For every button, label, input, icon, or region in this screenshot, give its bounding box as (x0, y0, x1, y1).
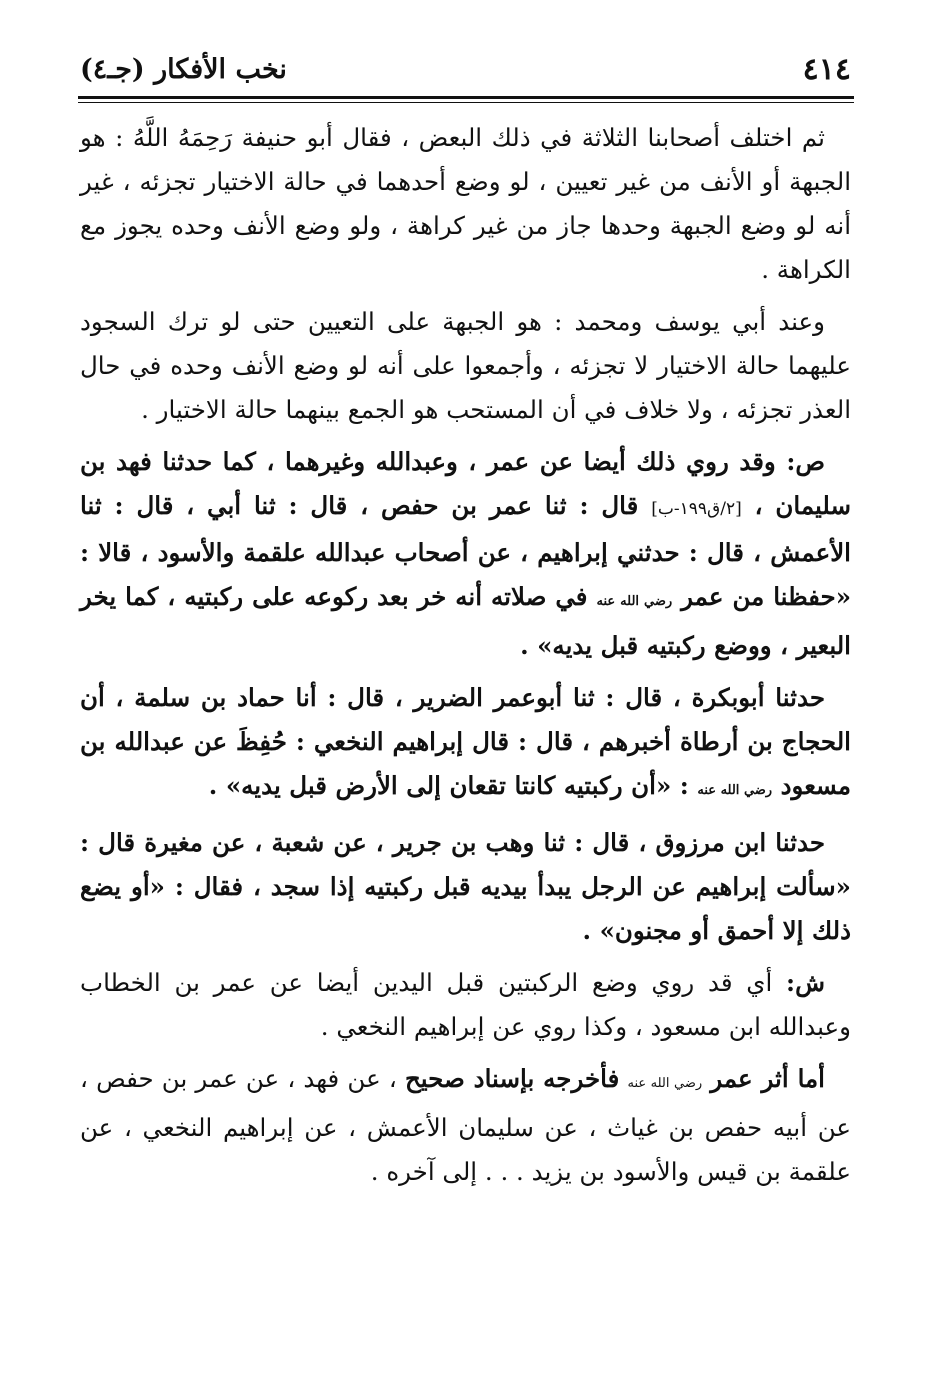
matn-label: ص: (786, 447, 825, 476)
honorific-glyph: رضي الله عنه (627, 1076, 703, 1091)
header-rule-thick (78, 96, 854, 99)
running-header (80, 48, 851, 94)
honorific-glyph: رضي الله عنه (697, 783, 773, 798)
paragraph-3-part3: في صلاته أنه خر بعد ركوعه على ركبتيه ، كما يخر البعير ، ووضع ركبتيه قبل يديه» . (80, 582, 851, 660)
paragraph-6-sharh (80, 961, 851, 1049)
book-title: نخب الأفكار (جـ٤) (80, 54, 287, 85)
paragraph-2 (80, 300, 851, 432)
page-body (80, 116, 851, 1202)
paragraph-4-part1: حدثنا أبوبكرة ، قال : ثنا أبوعمر الضرير ، قال : أنا حماد بن سلمة ، أن الحجاج بن أرطاة أخبرهم ، قال : قال إبراهيم النخعي : حُفِظَ عن عبدالله بن مسعود (80, 683, 851, 800)
paragraph-1 (80, 116, 851, 292)
paragraph-3-part2: قال : ثنا عمر بن حفص ، قال : ثنا أبي ، قال : ثنا الأعمش ، قال : حدثني إبراهيم ، عن أصحاب عبدالله علقمة والأسود ، قالا : «حفظنا من عمر (80, 491, 852, 611)
sharh-label: ش: (786, 968, 825, 997)
paragraph-1-text: ثم اختلف أصحابنا الثلاثة في ذلك البعض ، فقال أبو حنيفة رَحِمَهُ اللَّهُ : هو الجبهة أو الأنف من غير تعيين ، لو وضع أحدهما في حالة الاختيار تجزئه ، غير أنه لو وضع الجبهة وحدها جاز من غير كراهة ، ولو وضع الأنف وحده يجوز مع الكراهة . (80, 123, 851, 284)
header-rule-thin (78, 102, 854, 103)
paragraph-7-lead2: فأخرجه بإسناد صحيح (404, 1064, 620, 1093)
paragraph-6-text: أي قد روي وضع الركبتين قبل اليدين أيضا عن عمر بن الخطاب وعبدالله ابن مسعود ، وكذا روي عن إبراهيم النخعي . (80, 968, 851, 1041)
paragraph-7-lead1: أما أثر عمر (710, 1064, 825, 1093)
paragraph-3-part1: وقد روي ذلك أيضا عن عمر ، وعبدالله وغيرهما ، كما حدثنا فهد بن سليمان ، (80, 447, 852, 520)
paragraph-7 (80, 1057, 851, 1194)
honorific-glyph: رضي الله عنه (596, 594, 673, 609)
manuscript-folio-ref: [٢/ق١٩٩-ب] (651, 499, 742, 519)
paragraph-7-text: ، عن فهد ، عن عمر بن حفص ، عن أبيه حفص بن غياث ، عن سليمان الأعمش ، عن إبراهيم النخعي ، عن علقمة بن قيس والأسود بن يزيد . . . إلى آخره . (80, 1064, 851, 1186)
paragraph-4 (80, 676, 851, 813)
paragraph-5-text: حدثنا ابن مرزوق ، قال : ثنا وهب بن جرير ، عن شعبة ، عن مغيرة قال : «سألت إبراهيم عن الرجل يبدأ بيديه قبل ركبتيه إذا سجد ، فقال : «أو يضع ذلك إلا أحمق أو مجنون» . (80, 828, 851, 945)
paragraph-5 (80, 821, 851, 953)
page-number: ٤١٤ (802, 52, 851, 87)
paragraph-2-text: وعند أبي يوسف ومحمد : هو الجبهة على التعيين حتى لو ترك السجود عليهما حالة الاختيار لا تجزئه ، وأجمعوا على أنه لو وضع الأنف وحده في حال العذر تجزئه ، ولا خلاف في أن المستحب هو الجمع بينهما حالة الاختيار . (80, 307, 851, 424)
paragraph-3-matn (80, 440, 851, 668)
paragraph-4-part2: : «أن ركبتيه كانتا تقعان إلى الأرض قبل يديه» . (208, 771, 689, 800)
